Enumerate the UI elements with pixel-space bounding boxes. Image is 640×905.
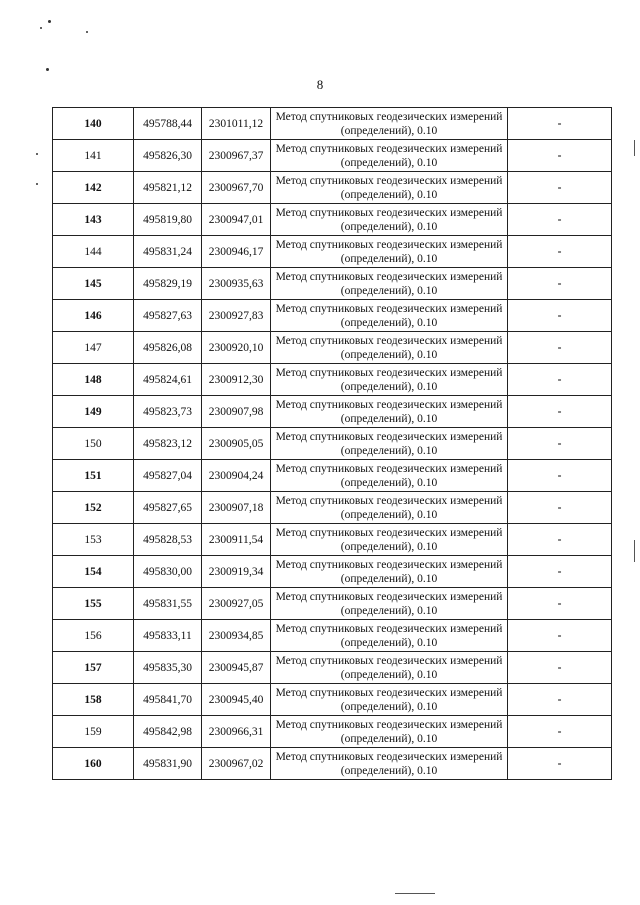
mark-text: -	[557, 245, 562, 258]
mark-text: -	[557, 181, 562, 194]
page-number: 8	[316, 77, 324, 92]
point-number-cell	[53, 524, 134, 556]
x-coordinate-cell	[134, 620, 202, 652]
x-coordinate-cell	[134, 204, 202, 236]
x-coordinate-text: 495823,73	[143, 405, 192, 418]
x-coordinate-text: 495830,00	[143, 565, 192, 578]
point-number-text: 145	[84, 277, 102, 290]
method-text: Метод спутниковых геодезических измерений (определений), 0.10	[275, 334, 503, 361]
scan-artifact	[634, 140, 635, 156]
method-text: Метод спутниковых геодезических измерений (определений), 0.10	[275, 430, 503, 457]
method-text: Метод спутниковых геодезических измерений (определений), 0.10	[275, 206, 503, 233]
x-coordinate-cell	[134, 492, 202, 524]
mark-cell	[508, 524, 612, 556]
point-number-cell	[53, 556, 134, 588]
x-coordinate-text: 495831,55	[143, 597, 192, 610]
mark-cell	[508, 332, 612, 364]
y-coordinate-text: 2300927,05	[208, 597, 264, 610]
y-coordinate-text: 2300967,02	[208, 757, 264, 770]
method-cell	[271, 524, 508, 556]
method-cell	[271, 364, 508, 396]
mark-cell	[508, 652, 612, 684]
mark-text: -	[557, 213, 562, 226]
mark-text: -	[557, 277, 562, 290]
point-number-cell	[53, 172, 134, 204]
table-row	[53, 236, 612, 268]
mark-text: -	[557, 373, 562, 386]
y-coordinate-cell	[202, 236, 271, 268]
x-coordinate-cell	[134, 748, 202, 780]
y-coordinate-text: 2300946,17	[208, 245, 264, 258]
method-cell	[271, 652, 508, 684]
method-cell	[271, 236, 508, 268]
table-row	[53, 108, 612, 140]
y-coordinate-cell	[202, 652, 271, 684]
table-row	[53, 204, 612, 236]
x-coordinate-cell	[134, 652, 202, 684]
method-text: Метод спутниковых геодезических измерений (определений), 0.10	[275, 622, 503, 649]
x-coordinate-text: 495823,12	[143, 437, 192, 450]
y-coordinate-text: 2300912,30	[208, 373, 264, 386]
mark-text: -	[557, 501, 562, 514]
mark-text: -	[557, 341, 562, 354]
y-coordinate-cell	[202, 748, 271, 780]
mark-cell	[508, 588, 612, 620]
scan-artifact	[46, 68, 49, 71]
x-coordinate-text: 495826,08	[143, 341, 192, 354]
point-number-cell	[53, 460, 134, 492]
method-text: Метод спутниковых геодезических измерений (определений), 0.10	[275, 654, 503, 681]
y-coordinate-cell	[202, 588, 271, 620]
method-cell	[271, 556, 508, 588]
y-coordinate-cell	[202, 428, 271, 460]
y-coordinate-cell	[202, 396, 271, 428]
scan-artifact	[395, 893, 435, 894]
y-coordinate-text: 2300907,98	[208, 405, 264, 418]
mark-cell	[508, 300, 612, 332]
table-row	[53, 428, 612, 460]
method-cell	[271, 492, 508, 524]
table-row	[53, 492, 612, 524]
point-number-cell	[53, 140, 134, 172]
mark-text: -	[557, 693, 562, 706]
point-number-text: 159	[84, 725, 102, 738]
point-number-text: 156	[84, 629, 102, 642]
method-text: Метод спутниковых геодезических измерений (определений), 0.10	[275, 398, 503, 425]
point-number-cell	[53, 108, 134, 140]
y-coordinate-text: 2300967,70	[208, 181, 264, 194]
y-coordinate-text: 2300934,85	[208, 629, 264, 642]
mark-cell	[508, 460, 612, 492]
y-coordinate-text: 2300907,18	[208, 501, 264, 514]
coordinates-table-body	[53, 108, 612, 780]
point-number-text: 151	[84, 469, 102, 482]
y-coordinate-cell	[202, 716, 271, 748]
point-number-cell	[53, 428, 134, 460]
mark-cell	[508, 716, 612, 748]
x-coordinate-cell	[134, 556, 202, 588]
mark-text: -	[557, 533, 562, 546]
mark-cell	[508, 172, 612, 204]
coordinates-table	[52, 107, 612, 780]
table-row	[53, 460, 612, 492]
x-coordinate-text: 495835,30	[143, 661, 192, 674]
y-coordinate-text: 2300966,31	[208, 725, 264, 738]
table-row	[53, 332, 612, 364]
method-cell	[271, 108, 508, 140]
x-coordinate-cell	[134, 108, 202, 140]
point-number-cell	[53, 652, 134, 684]
point-number-text: 154	[84, 565, 102, 578]
y-coordinate-text: 2300904,24	[208, 469, 264, 482]
method-text: Метод спутниковых геодезических измерений (определений), 0.10	[275, 526, 503, 553]
mark-text: -	[557, 437, 562, 450]
table-row	[53, 140, 612, 172]
method-text: Метод спутниковых геодезических измерений (определений), 0.10	[275, 686, 503, 713]
mark-text: -	[557, 405, 562, 418]
x-coordinate-text: 495826,30	[143, 149, 192, 162]
x-coordinate-cell	[134, 428, 202, 460]
method-cell	[271, 748, 508, 780]
x-coordinate-text: 495829,19	[143, 277, 192, 290]
y-coordinate-text: 2301011,12	[208, 117, 264, 130]
point-number-text: 158	[84, 693, 102, 706]
mark-cell	[508, 748, 612, 780]
table-row	[53, 716, 612, 748]
method-text: Метод спутниковых геодезических измерений (определений), 0.10	[275, 718, 503, 745]
point-number-cell	[53, 364, 134, 396]
table-row	[53, 652, 612, 684]
scan-artifact	[634, 540, 635, 562]
method-cell	[271, 300, 508, 332]
point-number-cell	[53, 236, 134, 268]
mark-cell	[508, 236, 612, 268]
x-coordinate-text: 495824,61	[143, 373, 192, 386]
x-coordinate-text: 495821,12	[143, 181, 192, 194]
mark-text: -	[557, 725, 562, 738]
point-number-text: 146	[84, 309, 102, 322]
x-coordinate-cell	[134, 364, 202, 396]
point-number-text: 157	[84, 661, 102, 674]
x-coordinate-text: 495819,80	[143, 213, 192, 226]
x-coordinate-cell	[134, 716, 202, 748]
y-coordinate-cell	[202, 556, 271, 588]
table-row	[53, 620, 612, 652]
point-number-text: 149	[84, 405, 102, 418]
point-number-text: 148	[84, 373, 102, 386]
y-coordinate-cell	[202, 108, 271, 140]
x-coordinate-text: 495827,04	[143, 469, 192, 482]
y-coordinate-text: 2300945,87	[208, 661, 264, 674]
point-number-cell	[53, 748, 134, 780]
x-coordinate-text: 495827,63	[143, 309, 192, 322]
mark-cell	[508, 268, 612, 300]
mark-text: -	[557, 661, 562, 674]
method-text: Метод спутниковых геодезических измерений (определений), 0.10	[275, 462, 503, 489]
mark-cell	[508, 140, 612, 172]
mark-text: -	[557, 469, 562, 482]
x-coordinate-text: 495827,65	[143, 501, 192, 514]
method-text: Метод спутниковых геодезических измерений (определений), 0.10	[275, 366, 503, 393]
method-text: Метод спутниковых геодезических измерений (определений), 0.10	[275, 270, 503, 297]
table-row	[53, 364, 612, 396]
method-text: Метод спутниковых геодезических измерений (определений), 0.10	[275, 142, 503, 169]
mark-cell	[508, 492, 612, 524]
y-coordinate-text: 2300911,54	[208, 533, 264, 546]
x-coordinate-text: 495831,90	[143, 757, 192, 770]
method-text: Метод спутниковых геодезических измерений (определений), 0.10	[275, 302, 503, 329]
table-row	[53, 396, 612, 428]
method-cell	[271, 684, 508, 716]
method-text: Метод спутниковых геодезических измерений (определений), 0.10	[275, 750, 503, 777]
point-number-cell	[53, 204, 134, 236]
method-cell	[271, 268, 508, 300]
mark-cell	[508, 396, 612, 428]
point-number-text: 143	[84, 213, 102, 226]
y-coordinate-cell	[202, 172, 271, 204]
point-number-cell	[53, 332, 134, 364]
y-coordinate-text: 2300967,37	[208, 149, 264, 162]
mark-text: -	[557, 117, 562, 130]
x-coordinate-text: 495833,11	[143, 629, 192, 642]
y-coordinate-cell	[202, 492, 271, 524]
mark-cell	[508, 684, 612, 716]
mark-cell	[508, 556, 612, 588]
mark-text: -	[557, 149, 562, 162]
y-coordinate-cell	[202, 460, 271, 492]
x-coordinate-cell	[134, 332, 202, 364]
y-coordinate-text: 2300945,40	[208, 693, 264, 706]
method-cell	[271, 332, 508, 364]
x-coordinate-cell	[134, 300, 202, 332]
point-number-cell	[53, 588, 134, 620]
method-text: Метод спутниковых геодезических измерений (определений), 0.10	[275, 494, 503, 521]
x-coordinate-text: 495831,24	[143, 245, 192, 258]
point-number-text: 141	[84, 149, 102, 162]
y-coordinate-text: 2300920,10	[208, 341, 264, 354]
mark-text: -	[557, 309, 562, 322]
point-number-cell	[53, 396, 134, 428]
point-number-cell	[53, 716, 134, 748]
scan-artifact	[40, 27, 42, 29]
point-number-cell	[53, 300, 134, 332]
point-number-text: 147	[84, 341, 102, 354]
method-text: Метод спутниковых геодезических измерений (определений), 0.10	[275, 558, 503, 585]
point-number-text: 150	[84, 437, 102, 450]
table-row	[53, 556, 612, 588]
mark-cell	[508, 108, 612, 140]
mark-text: -	[557, 565, 562, 578]
method-cell	[271, 588, 508, 620]
x-coordinate-cell	[134, 588, 202, 620]
point-number-cell	[53, 684, 134, 716]
y-coordinate-text: 2300935,63	[208, 277, 264, 290]
y-coordinate-text: 2300919,34	[208, 565, 264, 578]
method-cell	[271, 172, 508, 204]
point-number-cell	[53, 268, 134, 300]
method-cell	[271, 396, 508, 428]
y-coordinate-cell	[202, 204, 271, 236]
x-coordinate-text: 495841,70	[143, 693, 192, 706]
method-cell	[271, 204, 508, 236]
scan-artifact	[48, 20, 51, 23]
mark-cell	[508, 428, 612, 460]
mark-cell	[508, 204, 612, 236]
x-coordinate-cell	[134, 140, 202, 172]
method-text: Метод спутниковых геодезических измерений (определений), 0.10	[275, 590, 503, 617]
y-coordinate-cell	[202, 620, 271, 652]
table-row	[53, 524, 612, 556]
table-row	[53, 172, 612, 204]
point-number-text: 140	[84, 117, 102, 130]
point-number-text: 142	[84, 181, 102, 194]
point-number-text: 152	[84, 501, 102, 514]
method-text: Метод спутниковых геодезических измерений (определений), 0.10	[275, 110, 503, 137]
table-row	[53, 300, 612, 332]
y-coordinate-cell	[202, 268, 271, 300]
x-coordinate-text: 495788,44	[143, 117, 192, 130]
y-coordinate-cell	[202, 300, 271, 332]
table-row	[53, 588, 612, 620]
x-coordinate-cell	[134, 684, 202, 716]
method-cell	[271, 428, 508, 460]
scan-artifact	[36, 153, 38, 155]
x-coordinate-cell	[134, 268, 202, 300]
point-number-cell	[53, 492, 134, 524]
y-coordinate-cell	[202, 364, 271, 396]
y-coordinate-cell	[202, 684, 271, 716]
x-coordinate-cell	[134, 236, 202, 268]
table-row	[53, 684, 612, 716]
method-text: Метод спутниковых геодезических измерений (определений), 0.10	[275, 174, 503, 201]
point-number-text: 144	[84, 245, 102, 258]
mark-text: -	[557, 757, 562, 770]
method-cell	[271, 140, 508, 172]
x-coordinate-text: 495828,53	[143, 533, 192, 546]
table-row	[53, 748, 612, 780]
x-coordinate-cell	[134, 172, 202, 204]
point-number-text: 153	[84, 533, 102, 546]
scan-artifact	[86, 31, 88, 33]
x-coordinate-cell	[134, 460, 202, 492]
scan-artifact	[36, 183, 38, 185]
point-number-text: 160	[84, 757, 102, 770]
y-coordinate-cell	[202, 332, 271, 364]
method-cell	[271, 716, 508, 748]
method-cell	[271, 460, 508, 492]
mark-cell	[508, 364, 612, 396]
table-row	[53, 268, 612, 300]
mark-text: -	[557, 597, 562, 610]
mark-text: -	[557, 629, 562, 642]
y-coordinate-text: 2300947,01	[208, 213, 264, 226]
method-cell	[271, 620, 508, 652]
y-coordinate-text: 2300905,05	[208, 437, 264, 450]
y-coordinate-text: 2300927,83	[208, 309, 264, 322]
y-coordinate-cell	[202, 524, 271, 556]
point-number-text: 155	[84, 597, 102, 610]
x-coordinate-cell	[134, 396, 202, 428]
mark-cell	[508, 620, 612, 652]
x-coordinate-text: 495842,98	[143, 725, 192, 738]
method-text: Метод спутниковых геодезических измерений (определений), 0.10	[275, 238, 503, 265]
y-coordinate-cell	[202, 140, 271, 172]
x-coordinate-cell	[134, 524, 202, 556]
point-number-cell	[53, 620, 134, 652]
